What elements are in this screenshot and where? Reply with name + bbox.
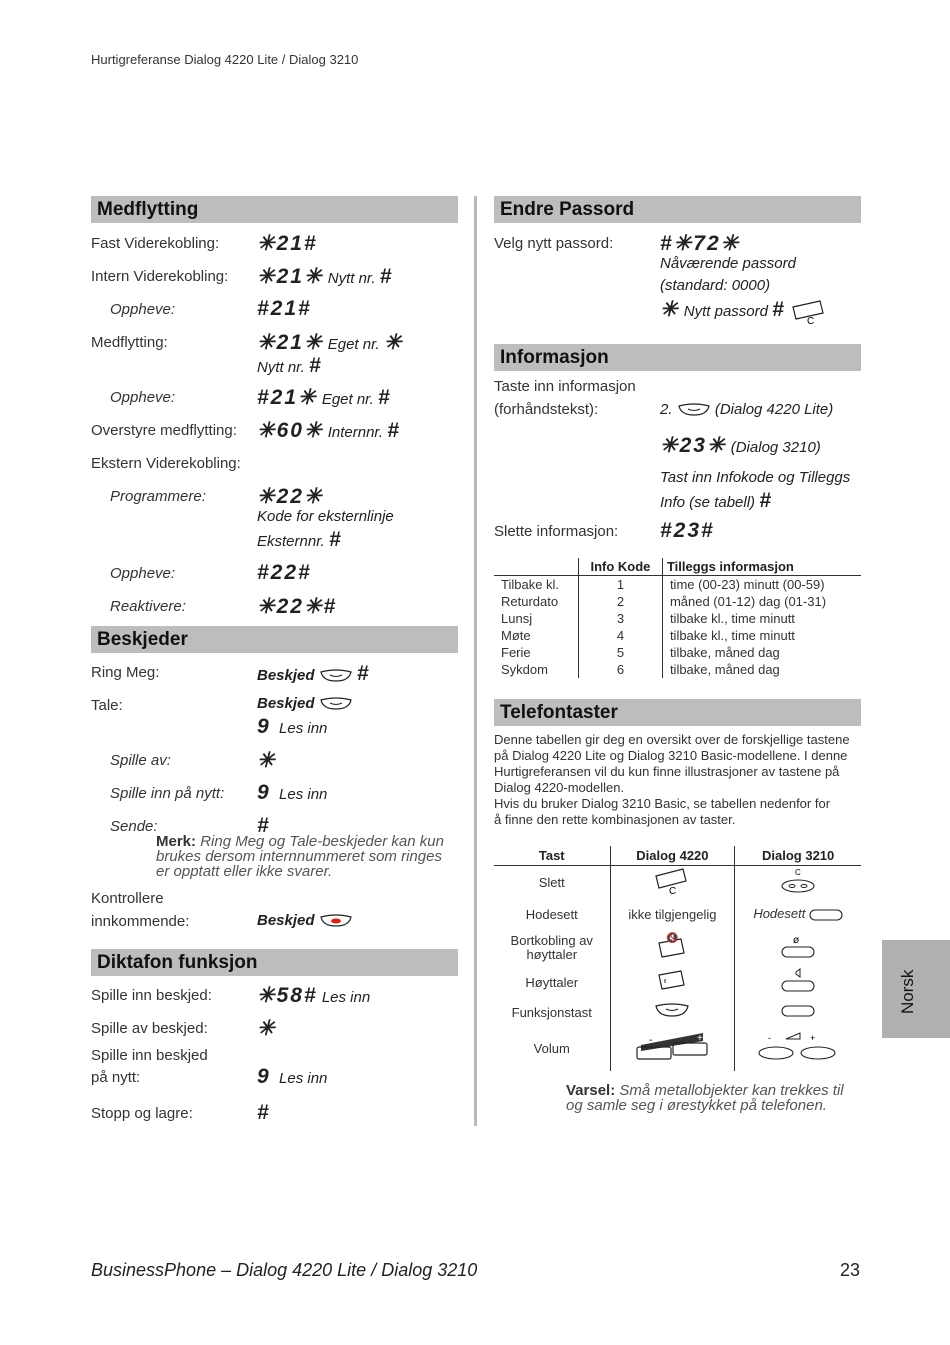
tast-slett: Slett bbox=[538, 875, 565, 891]
label-spille-inn-nytt: Spille inn på nytt: bbox=[110, 785, 225, 802]
label-ekstern: Ekstern Viderekobling: bbox=[91, 455, 241, 472]
volum-3210-cell bbox=[735, 1027, 861, 1071]
bortkobling-4220-cell bbox=[610, 929, 735, 967]
table-cell: Sykdom bbox=[501, 661, 548, 677]
tast-funksjonstast: Funksjonstast bbox=[511, 1004, 592, 1020]
slett-4220-cell bbox=[610, 866, 735, 900]
code-taste-4220: 2. (Dialog 4220 Lite) bbox=[660, 401, 834, 418]
section-title-beskjeder: Beskjeder bbox=[91, 626, 458, 653]
section-title-informasjon: Informasjon bbox=[494, 344, 861, 371]
label-reaktivere: Reaktivere: bbox=[110, 598, 186, 615]
table-cell: tilbake, måned dag bbox=[662, 644, 861, 661]
label-spille-av: Spille av: bbox=[110, 752, 171, 769]
code-taste-3210: ✳23✳ (Dialog 3210) bbox=[660, 434, 821, 457]
table-cell: Lunsj bbox=[501, 610, 533, 626]
label-sende: Sende: bbox=[110, 818, 158, 835]
message-key-icon bbox=[319, 669, 353, 683]
label-fast: Fast Viderekobling: bbox=[91, 235, 220, 252]
code-diktafon-spille-inn: ✳58# Les inn bbox=[257, 984, 371, 1007]
row-oppheve-1 bbox=[91, 293, 458, 326]
svg-text:+: + bbox=[810, 1033, 816, 1043]
keys-table-header bbox=[494, 846, 861, 866]
info-header-0 bbox=[494, 558, 578, 575]
code-oppheve-3: #22# bbox=[257, 561, 312, 584]
clear-key-icon bbox=[653, 867, 691, 895]
code-oppheve-2: #21✳ Eget nr. # bbox=[257, 386, 392, 409]
label-diktafon-spille-av: Spille av beskjed: bbox=[91, 1020, 208, 1037]
message-key-icon bbox=[677, 403, 711, 417]
label-taste-2: (forhåndstekst): bbox=[494, 401, 599, 418]
eksternnr: Eksternnr. # bbox=[257, 528, 343, 551]
table-row bbox=[494, 593, 861, 610]
svg-text:-: - bbox=[649, 1035, 653, 1046]
code-intern: ✳21✳ Nytt nr. # bbox=[257, 265, 394, 288]
page-header: Hurtigreferanse Dialog 4220 Lite / Dialog 3210 bbox=[91, 52, 359, 67]
code-medflytting: ✳21✳ Eget nr. ✳ bbox=[257, 331, 404, 354]
row-oppheve-3 bbox=[91, 557, 458, 590]
row-kontrollere bbox=[91, 888, 458, 941]
row-sende bbox=[91, 810, 458, 888]
code-velg-passord: #✳72✳ bbox=[660, 232, 741, 255]
code-oppheve-1: #21# bbox=[257, 297, 312, 320]
column-divider bbox=[474, 196, 477, 1126]
table-row bbox=[494, 1027, 861, 1071]
telefontaster-paragraph: Denne tabellen gir deg en oversikt over de forskjellige tastene på Dialog 4220 Lite og Dialog 3210 Basic-modellene. I denne Hurtigreferansen vil du kun finne illustrasjoner av tastene på Dialog 4220-modellen. Hvis du bruker Dialog 3210 Basic, se tabellen nedenfor for å finne den rette kombinasjonen av taster. bbox=[494, 731, 850, 827]
row-spille-inn bbox=[91, 777, 458, 810]
label-programmere: Programmere: bbox=[110, 488, 206, 505]
tast-inn-2: Info (se tabell) # bbox=[660, 489, 773, 512]
code-kontrollere: Beskjed bbox=[257, 912, 353, 929]
label-intern: Intern Viderekobling: bbox=[91, 268, 229, 285]
svg-text:C: C bbox=[807, 316, 815, 326]
left-column bbox=[91, 196, 458, 1130]
standard-passord: (standard: 0000) bbox=[660, 277, 771, 294]
label-kontrollere-1: Kontrollere bbox=[91, 890, 164, 907]
info-table bbox=[494, 558, 861, 678]
table-cell: 1 bbox=[578, 575, 662, 593]
table-cell: Tilbake kl. bbox=[501, 576, 560, 592]
table-cell: tilbake kl., time minutt bbox=[662, 610, 861, 627]
page-number: 23 bbox=[840, 1260, 861, 1280]
code-tale: Beskjed bbox=[257, 695, 353, 712]
table-row bbox=[494, 661, 861, 678]
code-tale-2: 9 Les inn bbox=[257, 715, 328, 738]
code-programmere: ✳22✳ bbox=[257, 485, 324, 508]
section-title-medflytting: Medflytting bbox=[91, 196, 458, 223]
table-row bbox=[494, 575, 861, 593]
label-oppheve: Oppheve: bbox=[110, 565, 176, 582]
svg-text:ø: ø bbox=[793, 935, 800, 946]
svg-text:🔇: 🔇 bbox=[666, 933, 679, 944]
code-diktafon-spille-av: ✳ bbox=[257, 1017, 277, 1040]
code-spille-av: ✳ bbox=[257, 749, 277, 772]
tast-hoyttaler: Høyttaler bbox=[525, 974, 579, 990]
code-reaktivere: ✳22✳# bbox=[257, 595, 338, 618]
row-diktafon-spille-av bbox=[91, 1012, 458, 1045]
hoyttaler-4220-cell bbox=[610, 967, 735, 998]
row-ring-meg bbox=[91, 656, 458, 689]
keys-table bbox=[494, 846, 861, 1071]
svg-text:C: C bbox=[669, 886, 677, 896]
table-cell: time (00-23) minutt (00-59) bbox=[662, 575, 861, 593]
table-cell: måned (01-12) dag (01-31) bbox=[662, 593, 861, 610]
section-title-passord: Endre Passord bbox=[494, 196, 861, 223]
label-medflytting: Medflytting: bbox=[91, 334, 168, 351]
code-medflytting-2: Nytt nr. # bbox=[257, 354, 323, 377]
code-overstyre: ✳60✳ Internnr. # bbox=[257, 419, 401, 442]
row-taste-info bbox=[494, 374, 861, 429]
info-header-1: Info Kode bbox=[578, 558, 662, 575]
keys-header-4220: Dialog 4220 bbox=[610, 846, 735, 866]
label-diktafon-spille-inn: Spille inn beskjed: bbox=[91, 987, 212, 1004]
nytt-passord: ✳ Nytt passord # C bbox=[660, 297, 826, 325]
code-spille-inn-nytt: 9 Les inn bbox=[257, 781, 328, 804]
row-tale bbox=[91, 689, 458, 744]
row-medflytting bbox=[91, 326, 458, 381]
table-row bbox=[494, 900, 861, 929]
message-key-icon bbox=[319, 697, 353, 711]
volume-3210-icon bbox=[756, 1031, 840, 1063]
bortkobling-3210-cell bbox=[735, 929, 861, 967]
row-ekstern bbox=[91, 447, 458, 480]
label-tale: Tale: bbox=[91, 697, 123, 714]
table-row bbox=[494, 998, 861, 1027]
tast-bortkobling: Bortkobling av høyttaler bbox=[510, 932, 593, 962]
row-fast-viderekobling bbox=[91, 227, 458, 260]
label-diktafon-nytt-1: Spille inn beskjed bbox=[91, 1047, 208, 1064]
hodesett-3210-cell: Hodesett bbox=[735, 900, 861, 929]
section-title-telefontaster: Telefontaster bbox=[494, 699, 861, 726]
hodesett-4220: ikke tilgjengelig bbox=[610, 900, 735, 929]
label-kontrollere-2: innkommende: bbox=[91, 913, 190, 930]
row-spille-av bbox=[91, 744, 458, 777]
language-side-tab: Norsk bbox=[882, 940, 950, 1038]
section-title-diktafon: Diktafon funksjon bbox=[91, 949, 458, 976]
speaker-mute-3210-icon bbox=[780, 931, 816, 961]
label-taste-1: Taste inn informasjon bbox=[494, 378, 636, 395]
label-overstyre: Overstyre medflytting: bbox=[91, 422, 237, 439]
code-diktafon-nytt: 9 Les inn bbox=[257, 1065, 328, 1088]
svg-text:-: - bbox=[768, 1033, 772, 1043]
tast-inn-1: Tast inn Infokode og Tilleggs bbox=[660, 469, 851, 486]
row-oppheve-2 bbox=[91, 381, 458, 414]
row-stopp-lagre bbox=[91, 1097, 458, 1130]
row-diktafon-nytt bbox=[91, 1045, 458, 1097]
funksjonstast-3210-cell bbox=[735, 998, 861, 1027]
table-cell: Returdato bbox=[501, 593, 559, 609]
function-key-icon bbox=[654, 1003, 690, 1019]
row-slette bbox=[494, 515, 861, 548]
info-table-header bbox=[494, 558, 861, 575]
function-3210-icon bbox=[780, 1004, 816, 1018]
merk-note: Merk: Ring Meg og Tale-beskjeder kan kun brukes dersom internnummeret som ringes er opptatt eller ikke svarer. bbox=[156, 833, 444, 880]
row-taste-3210 bbox=[494, 429, 861, 463]
label-diktafon-nytt-2: på nytt: bbox=[91, 1069, 141, 1086]
funksjonstast-4220-cell bbox=[610, 998, 735, 1027]
row-velg-passord bbox=[494, 227, 861, 337]
table-row bbox=[494, 929, 861, 967]
kode-ekstern: Kode for eksternlinje bbox=[257, 508, 394, 525]
table-cell: 6 bbox=[578, 661, 662, 678]
tast-volum: Volum bbox=[533, 1041, 570, 1056]
code-stopp: # bbox=[257, 1101, 271, 1124]
message-key-red-icon bbox=[319, 914, 353, 928]
svg-text:C: C bbox=[795, 868, 801, 878]
row-overstyre bbox=[91, 414, 458, 447]
keys-header-3210: Dialog 3210 bbox=[735, 846, 861, 866]
keys-header-tast: Tast bbox=[494, 846, 610, 866]
table-row bbox=[494, 610, 861, 627]
speaker-mute-key-icon bbox=[653, 931, 691, 961]
headset-key-icon bbox=[809, 908, 843, 922]
label-oppheve: Oppheve: bbox=[110, 389, 176, 406]
label-stopp: Stopp og lagre: bbox=[91, 1105, 193, 1122]
table-cell: Ferie bbox=[501, 644, 531, 660]
label-slette: Slette informasjon: bbox=[494, 523, 619, 540]
table-cell: tilbake, måned dag bbox=[662, 661, 861, 678]
code-slette: #23# bbox=[660, 519, 715, 542]
label-oppheve: Oppheve: bbox=[110, 301, 176, 318]
right-column bbox=[494, 196, 861, 1071]
row-intern-viderekobling bbox=[91, 260, 458, 293]
code-sende: # bbox=[257, 814, 271, 837]
row-programmere bbox=[91, 480, 458, 557]
clear-key-3210-icon bbox=[778, 867, 818, 895]
table-row bbox=[494, 627, 861, 644]
row-tast-inn bbox=[494, 463, 861, 515]
table-row bbox=[494, 967, 861, 998]
row-diktafon-spille-inn bbox=[91, 979, 458, 1012]
svg-text:+: + bbox=[697, 1033, 704, 1044]
table-cell: 3 bbox=[578, 610, 662, 627]
warning-note: Varsel: Små metallobjekter kan trekkes til og samle seg i ørestykket på telefonen. bbox=[566, 1082, 844, 1114]
volum-4220-cell bbox=[610, 1027, 735, 1071]
info-header-2: Tilleggs informasjon bbox=[662, 558, 861, 575]
tast-hodesett: Hodesett bbox=[525, 906, 578, 922]
hoyttaler-3210-cell bbox=[735, 967, 861, 998]
table-cell: 5 bbox=[578, 644, 662, 661]
table-cell: 4 bbox=[578, 627, 662, 644]
naavaerende-passord: Nåværende passord bbox=[660, 255, 796, 272]
table-row bbox=[494, 644, 861, 661]
table-cell: Møte bbox=[501, 627, 531, 643]
table-cell: tilbake kl., time minutt bbox=[662, 627, 861, 644]
speaker-key-icon bbox=[653, 967, 691, 995]
label-ring-meg: Ring Meg: bbox=[91, 664, 160, 681]
clear-key-icon bbox=[790, 299, 826, 325]
table-cell: 2 bbox=[578, 593, 662, 610]
table-row bbox=[494, 866, 861, 900]
slett-3210-cell bbox=[735, 866, 861, 900]
row-reaktivere bbox=[91, 590, 458, 623]
label-velg-passord: Velg nytt passord: bbox=[494, 235, 614, 252]
code-ring-meg: Beskjed # bbox=[257, 662, 371, 685]
volume-key-icon bbox=[635, 1031, 709, 1063]
footer-title: BusinessPhone – Dialog 4220 Lite / Dialog 3210 bbox=[91, 1260, 478, 1280]
code-fast: ✳21# bbox=[257, 232, 318, 255]
speaker-3210-icon bbox=[780, 967, 816, 995]
